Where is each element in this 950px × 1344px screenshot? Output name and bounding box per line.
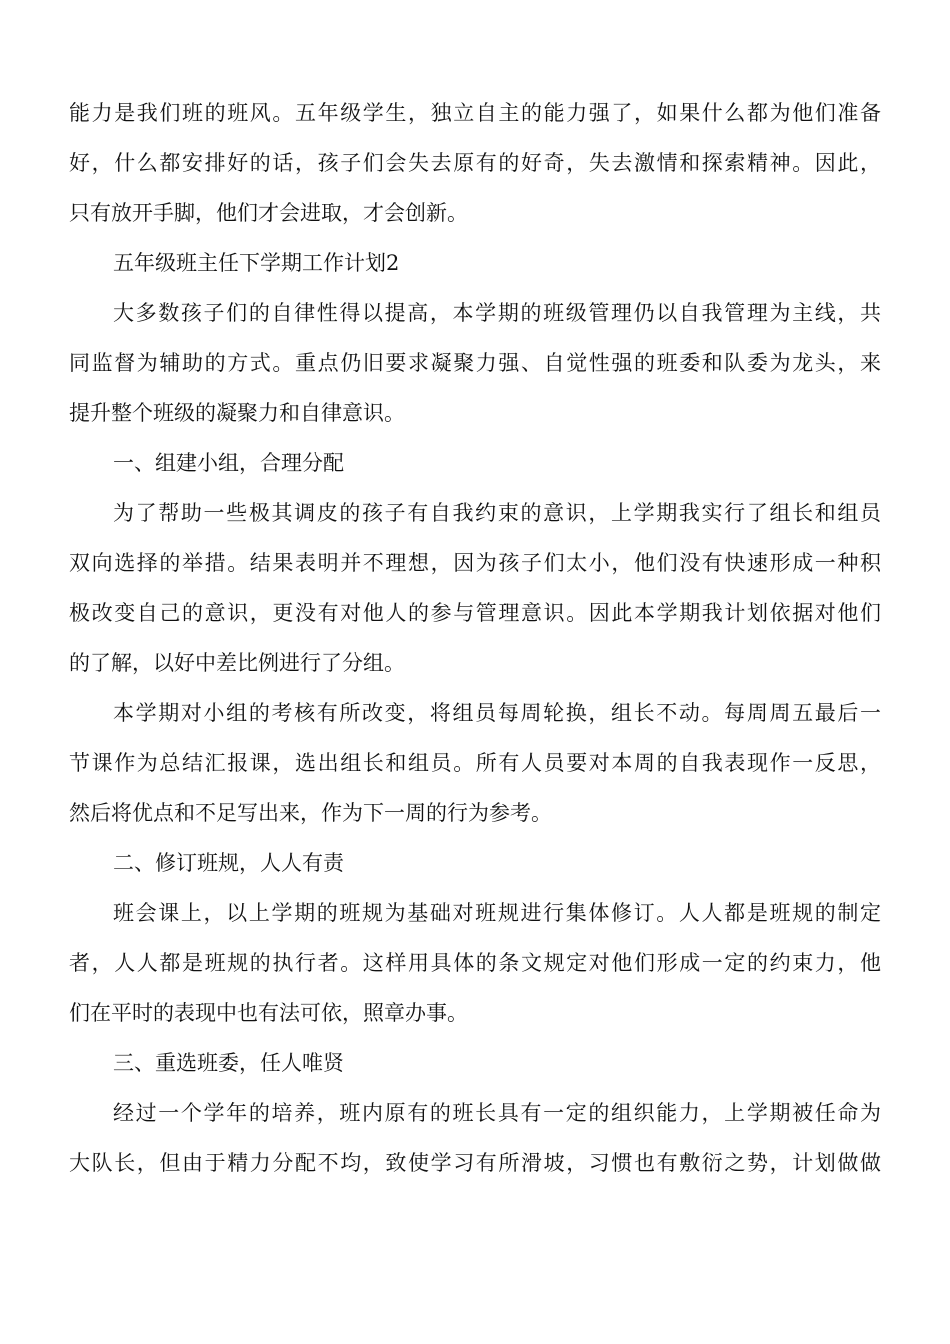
text-line: 然后将优点和不足写出来，作为下一周的行为参考。 [69, 801, 552, 825]
text-line: 为了帮助一些极其调皮的孩子有自我约束的意识，上学期我实行了组长和组员 [113, 501, 881, 525]
section-heading: 一、组建小组，合理分配 [113, 451, 344, 475]
text-line: 同监督为辅助的方式。重点仍旧要求凝聚力强、自觉性强的班委和队委为龙头，来 [69, 351, 881, 375]
text-line: 只有放开手脚，他们才会进取，才会创新。 [69, 201, 468, 225]
text-line: 极改变自己的意识，更没有对他人的参与管理意识。因此本学期我计划依据对他们 [69, 601, 881, 625]
text-line: 双向选择的举措。结果表明并不理想，因为孩子们太小，他们没有快速形成一种积 [69, 551, 881, 575]
text-line: 好，什么都安排好的话，孩子们会失去原有的好奇，失去激情和探索精神。因此， [69, 151, 881, 175]
text-line: 提升整个班级的凝聚力和自律意识。 [69, 401, 405, 425]
text-line: 大多数孩子们的自律性得以提高，本学期的班级管理仍以自我管理为主线，共 [113, 301, 881, 325]
text-line: 者，人人都是班规的执行者。这样用具体的条文规定对他们形成一定的约束力，他 [69, 951, 881, 975]
text-line: 经过一个学年的培养，班内原有的班长具有一定的组织能力，上学期被任命为 [113, 1101, 881, 1125]
text-line: 们在平时的表现中也有法可依，照章办事。 [69, 1001, 468, 1025]
section-heading: 三、重选班委，任人唯贤 [113, 1051, 344, 1075]
text-line: 能力是我们班的班风。五年级学生，独立自主的能力强了，如果什么都为他们准备 [69, 101, 881, 125]
section-heading: 二、修订班规，人人有责 [113, 851, 344, 875]
text-line: 大队长，但由于精力分配不均，致使学习有所滑坡，习惯也有敷衍之势，计划做做 [69, 1151, 881, 1175]
text-line: 节课作为总结汇报课，选出组长和组员。所有人员要对本周的自我表现作一反思， [69, 751, 881, 775]
text-line: 班会课上，以上学期的班规为基础对班规进行集体修订。人人都是班规的制定 [113, 901, 881, 925]
document-body [69, 88, 881, 1188]
section-title: 五年级班主任下学期工作计划2 [113, 251, 400, 275]
text-line: 本学期对小组的考核有所改变，将组员每周轮换，组长不动。每周周五最后一 [113, 701, 881, 725]
text-line: 的了解，以好中差比例进行了分组。 [69, 651, 405, 675]
